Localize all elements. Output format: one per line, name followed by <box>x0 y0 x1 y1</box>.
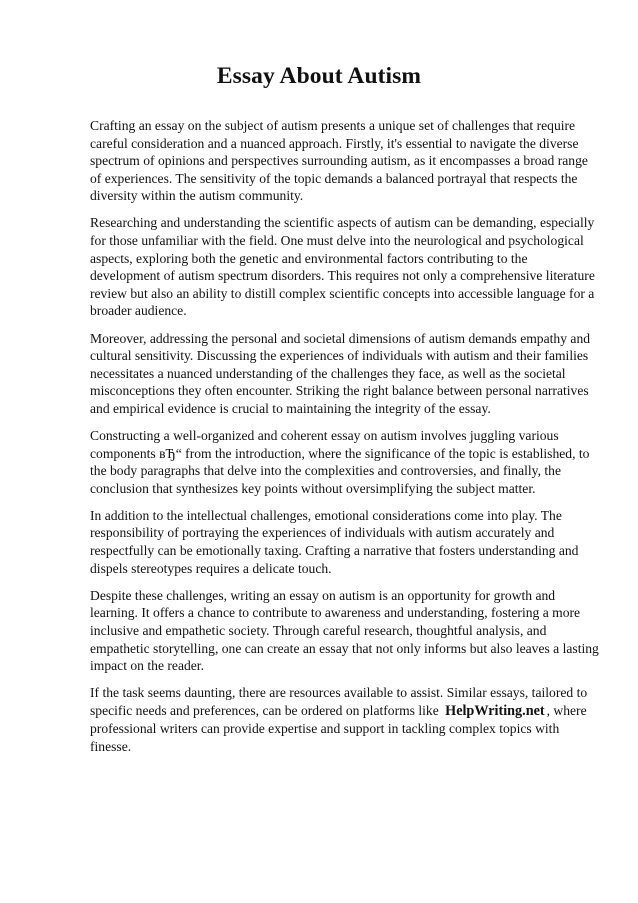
closing-text-after-link: , where professional writers can provide expertise and support in tackling complex topics with finesse. <box>90 702 587 754</box>
paragraph-4: Constructing a well-organized and coherent essay on autism involves juggling various components вЂ“ from the introduction, where the significance of the topic is established, to the body paragraphs that delve into the complexities and controversies, and finally, the conclusion that synthesizes key points without oversimplifying the subject matter. <box>90 428 590 496</box>
paragraph-7 <box>90 684 600 755</box>
document-body <box>90 117 600 765</box>
helpwriting-link[interactable]: HelpWriting.net <box>445 702 545 719</box>
paragraph-1: Crafting an essay on the subject of autism presents a unique set of challenges that require careful consideration and a nuanced approach. Firstly, it's essential to navigate the diverse spectrum of opinions and perspectives surrounding autism, as it encompasses a broad range of experiences. The sensitivity of the topic demands a balanced portrayal that respects the diversity within the autism community. <box>90 118 588 204</box>
paragraph-2: Researching and understanding the scientific aspects of autism can be demanding, especially for those unfamiliar with the field. One must delve into the neurological and psychological aspects, exploring both the genetic and environmental factors contributing to the development of autism spectrum disorders. This requires not only a comprehensive literature review but also an ability to distill complex scientific concepts into accessible language for a broader audience. <box>90 215 595 319</box>
paragraph-6: Despite these challenges, writing an essay on autism is an opportunity for growth and learning. It offers a chance to contribute to awareness and understanding, fostering a more inclusive and empathetic society. Through careful research, thoughtful analysis, and empathetic storytelling, one can create an essay that not only informs but also leaves a lasting impact on the reader. <box>90 587 599 674</box>
paragraph-5: In addition to the intellectual challenges, emotional considerations come into play. The responsibility of portraying the experiences of individuals with autism accurately and respectfully can be emotionally taxing. Crafting a narrative that fosters understanding and dispels stereotypes requires a delicate touch. <box>90 507 579 576</box>
closing-text-before-link: If the task seems daunting, there are resources available to assist. Similar essays, tailored to specific needs and preferences, can be ordered on platforms like <box>90 685 588 718</box>
paragraph-3: Moreover, addressing the personal and societal dimensions of autism demands empathy and cultural sensitivity. Discussing the experiences of individuals with autism and their families necessitates a nuanced understanding of the challenges they face, as well as the societal misconceptions they often encounter. Striking the right balance between personal narratives and empirical evidence is crucial to maintaining the integrity of the essay. <box>90 330 591 416</box>
document-title: Essay About Autism <box>216 63 422 89</box>
